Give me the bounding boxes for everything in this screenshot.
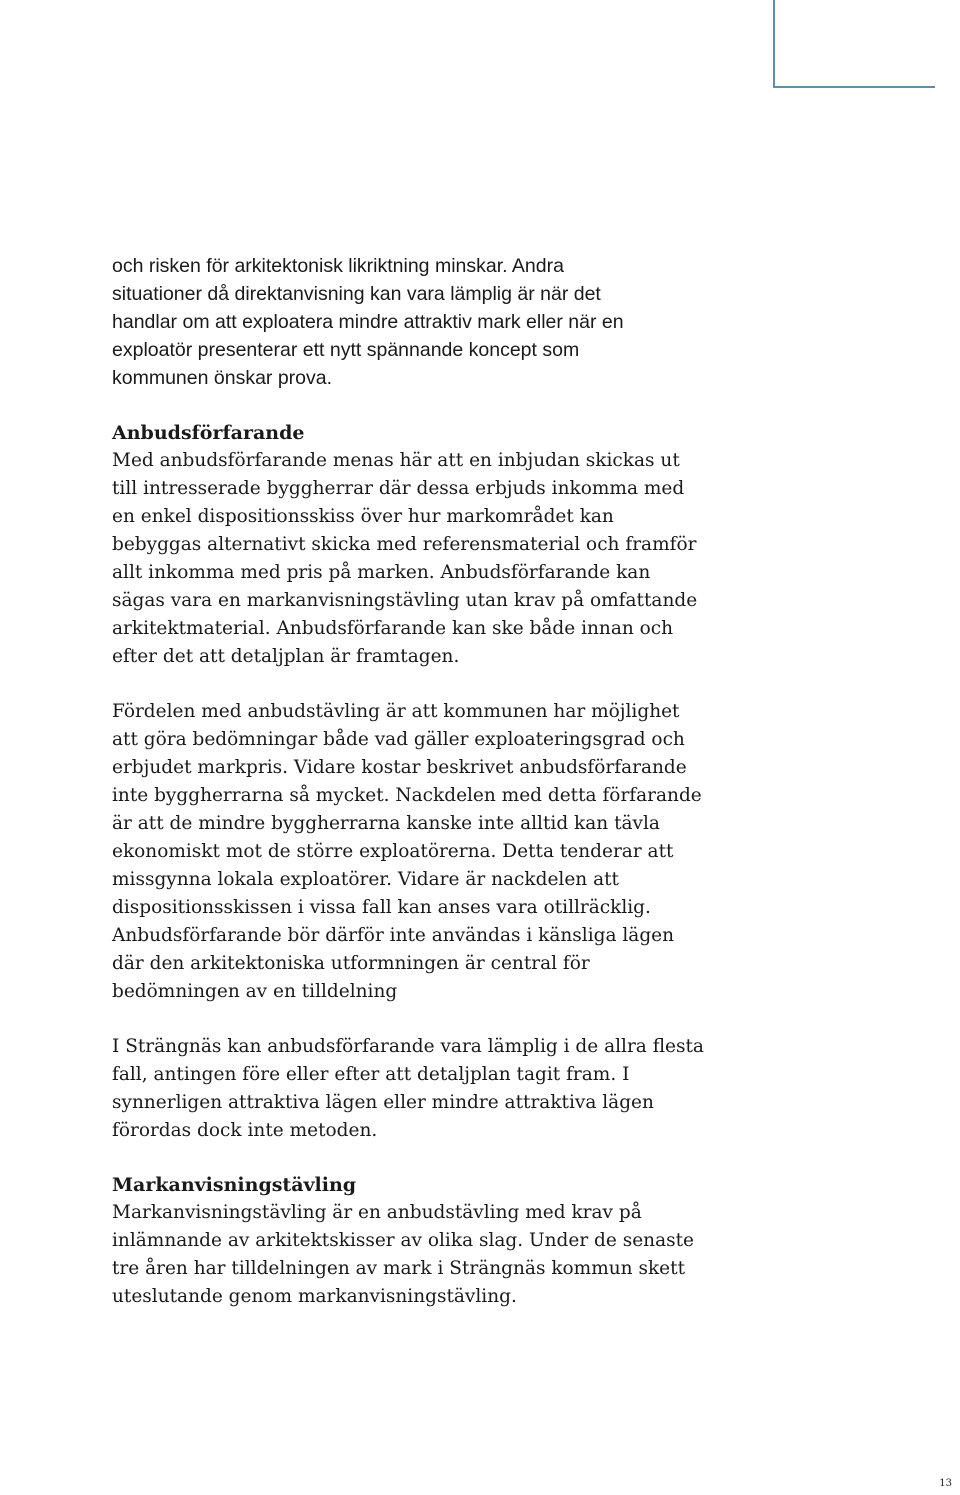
section-heading-markanvisningstavling: Markanvisningstävling: [112, 1174, 357, 1196]
page-number: 13: [939, 1478, 952, 1489]
section-heading-anbudsforfarande: Anbudsförfarande: [112, 422, 305, 444]
anbud-paragraph-1: Med anbudsförfarande menas här att en inbjudan skickas ut till intresserade byggherrar där dessa erbjuds inkomma med en enkel dispositionsskiss över hur markområdet kan bebyggas alternativt skicka med referensmaterial och framför allt inkomma med pris på marken. Anbudsförfarande kan sägas vara en markanvisningstävling utan krav på omfattande arkitektmaterial. Anbudsförfarande kan ske både innan och efter det att detaljplan är framtagen.: [112, 450, 698, 667]
corner-decoration: [773, 0, 935, 88]
intro-paragraph: och risken för arkitektonisk likriktning minskar. Andra situationer då direktanvisning kan vara lämplig är när det handlar om att exploatera mindre attraktiv mark eller när en exploatör presenterar ett nytt spännande koncept som kommunen önskar prova.: [112, 255, 624, 389]
anbud-paragraph-3: I Strängnäs kan anbudsförfarande vara lämplig i de allra flesta fall, antingen före eller efter att detaljplan tagit fram. I synnerligen attraktiva lägen eller mindre attraktiva lägen förordas dock inte metoden.: [112, 1036, 704, 1141]
anbud-paragraph-2: Fördelen med anbudstävling är att kommunen har möjlighet att göra bedömningar både vad gäller exploateringsgrad och erbjudet markpris. Vidare kostar beskrivet anbudsförfarande inte byggherrarna så mycket. Nackdelen med detta förfarande är att de mindre byggherrarna kanske inte alltid kan tävla ekonomiskt mot de större exploatörerna. Detta tenderar att missgynna lokala exploatörer. Vidare är nackdelen att dispositionsskissen i vissa fall kan anses vara otillräcklig. Anbudsförfarande bör därför inte användas i känsliga lägen där den arkitektoniska utformningen är central för bedömningen av en tilldelning: [112, 701, 702, 1002]
markanvisning-paragraph-1: Markanvisningstävling är en anbudstävling med krav på inlämnande av arkitektskisser av olika slag. Under de senaste tre åren har tilldelningen av mark i Strängnäs kommun skett uteslutande genom markanvisningstävling.: [112, 1202, 694, 1307]
